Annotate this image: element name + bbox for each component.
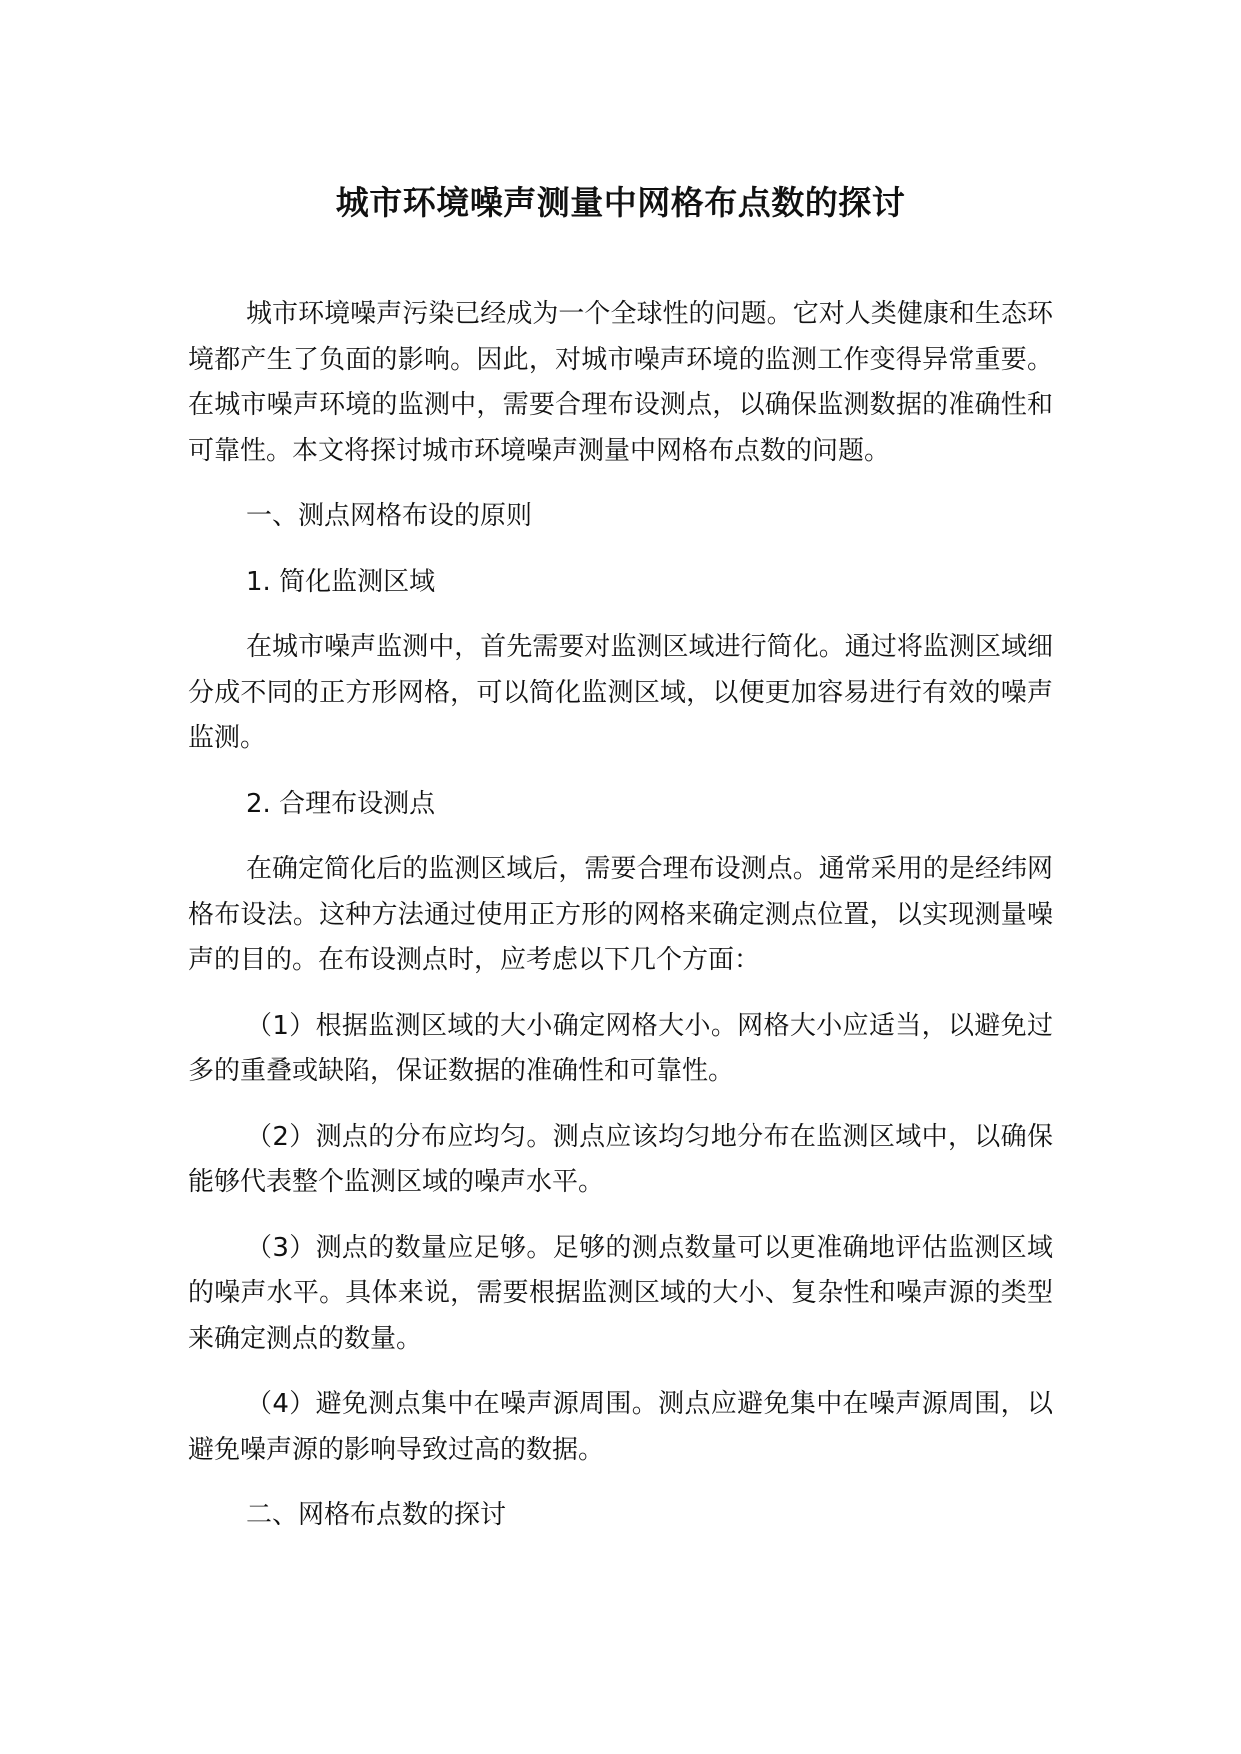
list-item-3: （3）测点的数量应足够。足够的测点数量可以更准确地评估监测区域的噪声水平。具体来说，需要根据监测区域的大小、复杂性和噪声源的类型来确定测点的数量。 — [188, 1232, 1053, 1354]
list-item-2: （2）测点的分布应均匀。测点应该均匀地分布在监测区域中，以确保能够代表整个监测区域的噪声水平。 — [188, 1121, 1053, 1197]
section-heading-2: 二、网格布点数的探讨 — [246, 1500, 507, 1530]
document-body — [188, 292, 1053, 1539]
list-item-4: （4）避免测点集中在噪声源周围。测点应避免集中在噪声源周围，以避免噪声源的影响导致过高的数据。 — [188, 1389, 1053, 1465]
paragraph-layout-points: 在确定简化后的监测区域后，需要合理布设测点。通常采用的是经纬网格布设法。这种方法通过使用正方形的网格来确定测点位置，以实现测量噪声的目的。在布设测点时，应考虑以下几个方面： — [188, 854, 1053, 975]
subsection-heading-1: 1. 简化监测区域 — [246, 566, 436, 597]
section-heading-1: 一、测点网格布设的原则 — [246, 501, 533, 531]
paragraph-simplify-area: 在城市噪声监测中，首先需要对监测区域进行简化。通过将监测区域细分成不同的正方形网格，可以简化监测区域，以便更加容易进行有效的噪声监测。 — [188, 632, 1053, 753]
document-title: 城市环境噪声测量中网格布点数的探讨 — [335, 183, 906, 222]
list-item-1: （1）根据监测区域的大小确定网格大小。网格大小应适当，以避免过多的重叠或缺陷，保证数据的准确性和可靠性。 — [188, 1010, 1053, 1086]
subsection-heading-2: 2. 合理布设测点 — [246, 788, 436, 819]
intro-paragraph: 城市环境噪声污染已经成为一个全球性的问题。它对人类健康和生态环境都产生了负面的影响。因此，对城市噪声环境的监测工作变得异常重要。在城市噪声环境的监测中，需要合理布设测点，以确保监测数据的准确性和可靠性。本文将探讨城市环境噪声测量中网格布点数的问题。 — [188, 299, 1053, 466]
